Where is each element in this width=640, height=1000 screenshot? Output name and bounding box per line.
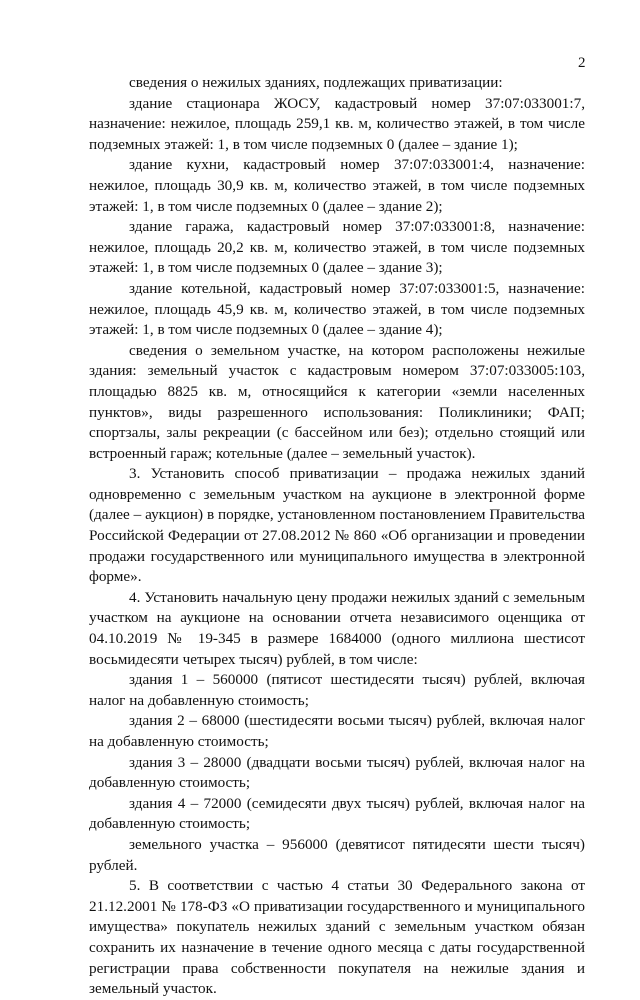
document-body (89, 73, 585, 1000)
paragraph-price-building-1: здания 1 – 560000 (пятисот шестидесяти тысяч) рублей, включая налог на добавленную стоимость; (89, 671, 585, 709)
paragraph-building-4: здание котельной, кадастровый номер 37:07:033001:5, назначение: нежилое, площадь 45,9 кв. м, количество этажей, в том числе подземных этажей: 1, в том числе подземных 0 (далее – здание 4); (89, 279, 585, 339)
paragraph-land-plot: сведения о земельном участке, на котором расположены нежилые здания: земельный участок с кадастровым номером 37:07:033005:103, площадью 8825 кв. м, относящийся к категории «земли населенных пунктов», виды разрешенного использования: Поликлиники; ФАП; спортзалы, залы рекреации (с бассейном или без); отдельно стоящий или встроенный гараж; котельные (далее – земельный участок). (89, 341, 585, 462)
paragraph-item-4: 4. Установить начальную цену продажи нежилых зданий с земельным участком на аукционе на основании отчета независимого оценщика от 04.10.2019 № 19-345 в размере 1684000 (одного миллиона шестисот восьмидесяти четырех тысяч) рублей, в том числе: (89, 588, 585, 668)
paragraph-building-1: здание стационара ЖОСУ, кадастровый номер 37:07:033001:7, назначение: нежилое, площадь 259,1 кв. м, количество этажей, в том числе подземных этажей: 1, в том числе подземных 0 (далее – здание 1); (89, 94, 585, 153)
paragraph-item-3: 3. Установить способ приватизации – продажа нежилых зданий одновременно с земельным участком на аукционе в электронной форме (далее – аукцион) в порядке, установленном постановлением Правительства Российской Федерации от 27.08.2012 № 860 «Об организации и проведении продажи государственного или муниципального имущества в электронной форме». (89, 465, 585, 586)
paragraph-price-building-2: здания 2 – 68000 (шестидесяти восьми тысяч) рублей, включая налог на добавленную стоимость; (89, 712, 585, 750)
paragraph-building-3: здание гаража, кадастровый номер 37:07:033001:8, назначение: нежилое, площадь 20,2 кв. м, количество этажей, в том числе подземных этажей: 1, в том числе подземных 0 (далее – здание 3); (89, 218, 585, 277)
paragraph-price-building-3: здания 3 – 28000 (двадцати восьми тысяч) рублей, включая налог на добавленную стоимость; (89, 753, 585, 792)
paragraph-building-2: здание кухни, кадастровый номер 37:07:033001:4, назначение: нежилое, площадь 30,9 кв. м, количество этажей, в том числе подземных этажей: 1, в том числе подземных 0 (далее – здание 2); (89, 156, 585, 215)
paragraph-buildings-heading: сведения о нежилых зданиях, подлежащих приватизации: (129, 74, 503, 91)
paragraph-price-land-plot: земельного участка – 956000 (девятисот пятидесяти шести тысяч) рублей. (89, 835, 585, 874)
page-number: 2 (578, 55, 586, 71)
paragraph-item-5: 5. В соответствии с частью 4 статьи 30 Федерального закона от 21.12.2001 № 178-ФЗ «О приватизации государственного и муниципального имущества» покупатель нежилых зданий с земельным участком обязан сохранить их назначение в течение одного месяца с даты государственной регистрации права собственности покупателя на нежилые здания и земельный участок. (89, 877, 585, 998)
paragraph-price-building-4: здания 4 – 72000 (семидесяти двух тысяч) рублей, включая налог на добавленную стоимость; (89, 794, 585, 833)
